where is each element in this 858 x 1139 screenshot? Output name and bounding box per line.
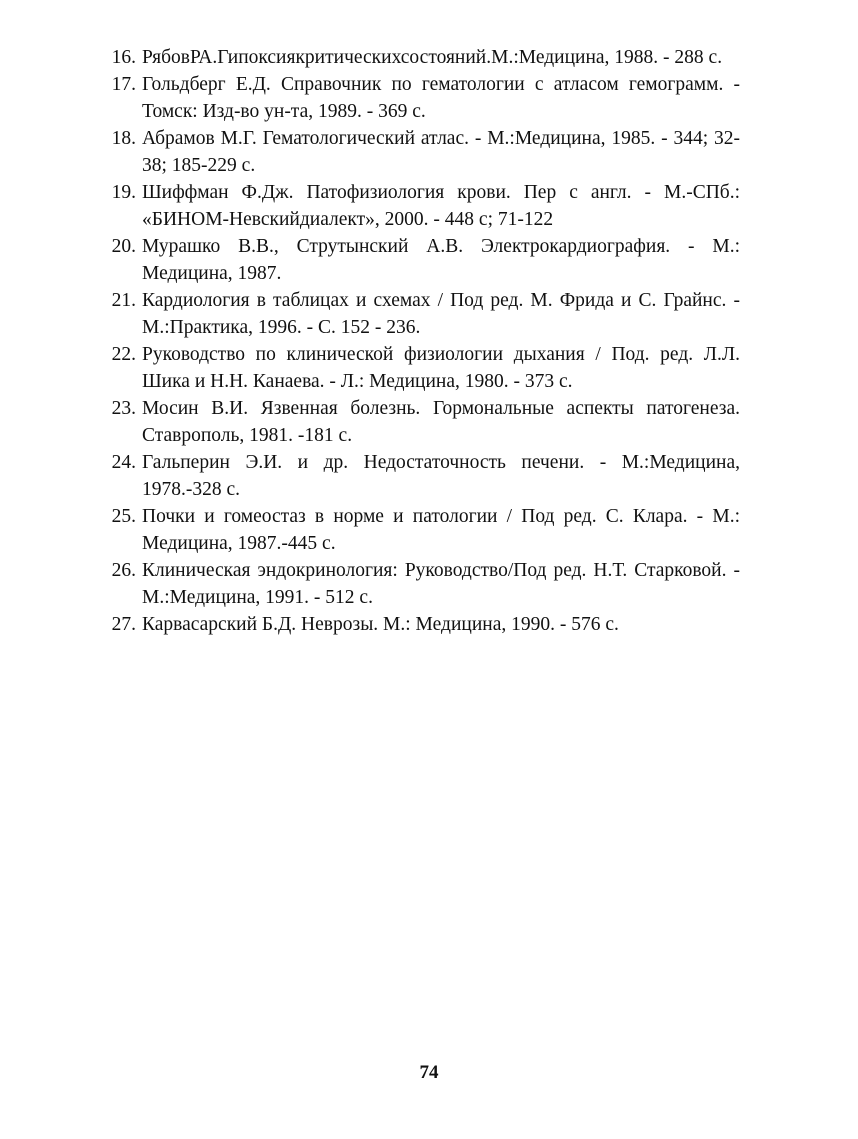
reference-number: 22. [111, 344, 136, 365]
reference-text: Абрамов М.Г. Гематологический атлас. - М.:Медицина, 1985. - 344; 32-38; 185-229 с. [142, 128, 740, 176]
reference-item [100, 287, 740, 341]
reference-number: 16. [111, 47, 136, 68]
reference-item [100, 341, 740, 395]
reference-item [100, 44, 740, 71]
reference-number: 27. [111, 614, 136, 635]
reference-list [100, 44, 740, 638]
reference-number: 25. [111, 506, 136, 527]
reference-text: Карвасарский Б.Д. Неврозы. М.: Медицина, 1990. - 576 с. [142, 614, 619, 635]
reference-number: 19. [111, 182, 136, 203]
reference-item [100, 71, 740, 125]
reference-number: 18. [111, 128, 136, 149]
reference-item [100, 557, 740, 611]
reference-text: Гольдберг Е.Д. Справочник по гематологии с атласом гемограмм. - Томск: Изд-во ун-та, 1989. - 369 с. [142, 74, 740, 122]
reference-number: 21. [111, 290, 136, 311]
reference-number: 24. [111, 452, 136, 473]
reference-text: РябовРА.Гипоксиякритическихсостояний.М.:Медицина, 1988. - 288 с. [142, 47, 723, 68]
reference-item [100, 233, 740, 287]
reference-number: 26. [111, 560, 136, 581]
reference-item [100, 395, 740, 449]
reference-text: Шиффман Ф.Дж. Патофизиология крови. Пер с англ. - М.-СПб.: «БИНОМ-Невскийдиалект», 2000. - 448 с; 71-122 [142, 182, 740, 230]
reference-number: 17. [111, 74, 136, 95]
reference-text: Мосин В.И. Язвенная болезнь. Гормональные аспекты патогенеза. Ставрополь, 1981. -181 с. [142, 398, 740, 446]
reference-text: Руководство по клинической физиологии дыхания / Под. ред. Л.Л. Шика и Н.Н. Канаева. - Л.: Медицина, 1980. - 373 с. [142, 344, 740, 392]
reference-item [100, 125, 740, 179]
reference-number: 20. [111, 236, 136, 257]
reference-item [100, 503, 740, 557]
page-number: 74 [419, 1062, 439, 1083]
reference-item [100, 449, 740, 503]
reference-text: Кардиология в таблицах и схемах / Под ред. М. Фрида и С. Грайнс. - М.:Практика, 1996. - С. 152 - 236. [142, 290, 740, 338]
reference-text: Клиническая эндокринология: Руководство/Под ред. Н.Т. Старковой. - М.:Медицина, 1991. - 512 с. [142, 560, 740, 608]
reference-item [100, 179, 740, 233]
reference-text: Гальперин Э.И. и др. Недостаточность печени. - М.:Медицина, 1978.-328 с. [142, 452, 740, 500]
reference-text: Мурашко В.В., Струтынский А.В. Электрокардиография. - М.: Медицина, 1987. [142, 236, 740, 284]
reference-text: Почки и гомеостаз в норме и патологии / Под ред. С. Клара. - М.: Медицина, 1987.-445 с. [142, 506, 740, 554]
reference-number: 23. [111, 398, 136, 419]
reference-item [100, 611, 740, 638]
